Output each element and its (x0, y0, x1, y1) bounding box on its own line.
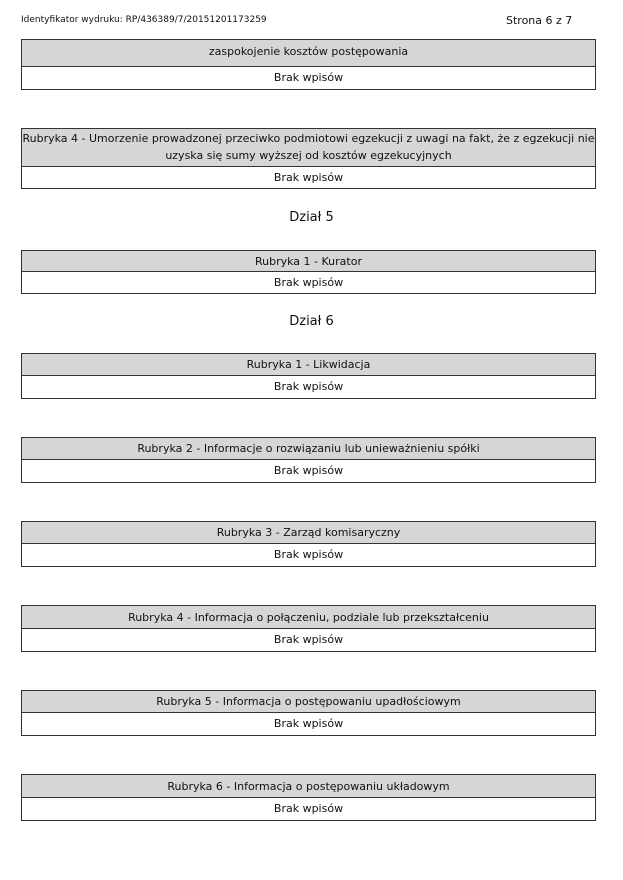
entry-block (21, 353, 596, 399)
entry-block (21, 39, 596, 90)
block-title: Rubryka 1 - Kurator (22, 251, 595, 272)
block-title: Rubryka 1 - Likwidacja (22, 354, 595, 376)
entry-block (21, 690, 596, 736)
section-heading: Dział 5 (289, 210, 334, 225)
block-body: Brak wpisów (273, 802, 344, 815)
block-body: Brak wpisów (273, 633, 344, 646)
block-body: Brak wpisów (273, 548, 344, 561)
block-body: Brak wpisów (273, 717, 344, 730)
entry-block (21, 521, 596, 567)
entry-block (21, 250, 596, 294)
entry-block (21, 437, 596, 483)
block-body: Brak wpisów (273, 171, 344, 184)
block-body: Brak wpisów (273, 380, 344, 393)
entry-block (21, 774, 596, 821)
block-title: Rubryka 6 - Informacja o postępowaniu układowym (22, 775, 595, 798)
page-number: Strona 6 z 7 (506, 14, 573, 27)
block-title: Rubryka 4 - Informacja o połączeniu, podziale lub przekształceniu (22, 606, 595, 629)
print-identifier: Identyfikator wydruku: RP/436389/7/20151201173259 (21, 15, 267, 25)
entry-block (21, 128, 596, 189)
block-body: Brak wpisów (273, 276, 344, 289)
block-title: Rubryka 4 - Umorzenie prowadzonej przeciwko podmiotowi egzekucji z uwagi na fakt, że z egzekucji nie uzyska się sumy wyższej od kosztów egzekucyjnych (22, 129, 595, 167)
block-title: Rubryka 2 - Informacje o rozwiązaniu lub unieważnieniu spółki (22, 438, 595, 460)
block-title: zaspokojenie kosztów postępowania (22, 40, 595, 67)
block-body: Brak wpisów (273, 464, 344, 477)
section-heading: Dział 6 (289, 314, 334, 329)
block-title: Rubryka 5 - Informacja o postępowaniu upadłościowym (22, 691, 595, 713)
block-body: Brak wpisów (273, 71, 344, 84)
block-title: Rubryka 3 - Zarząd komisaryczny (22, 522, 595, 544)
entry-block (21, 605, 596, 652)
